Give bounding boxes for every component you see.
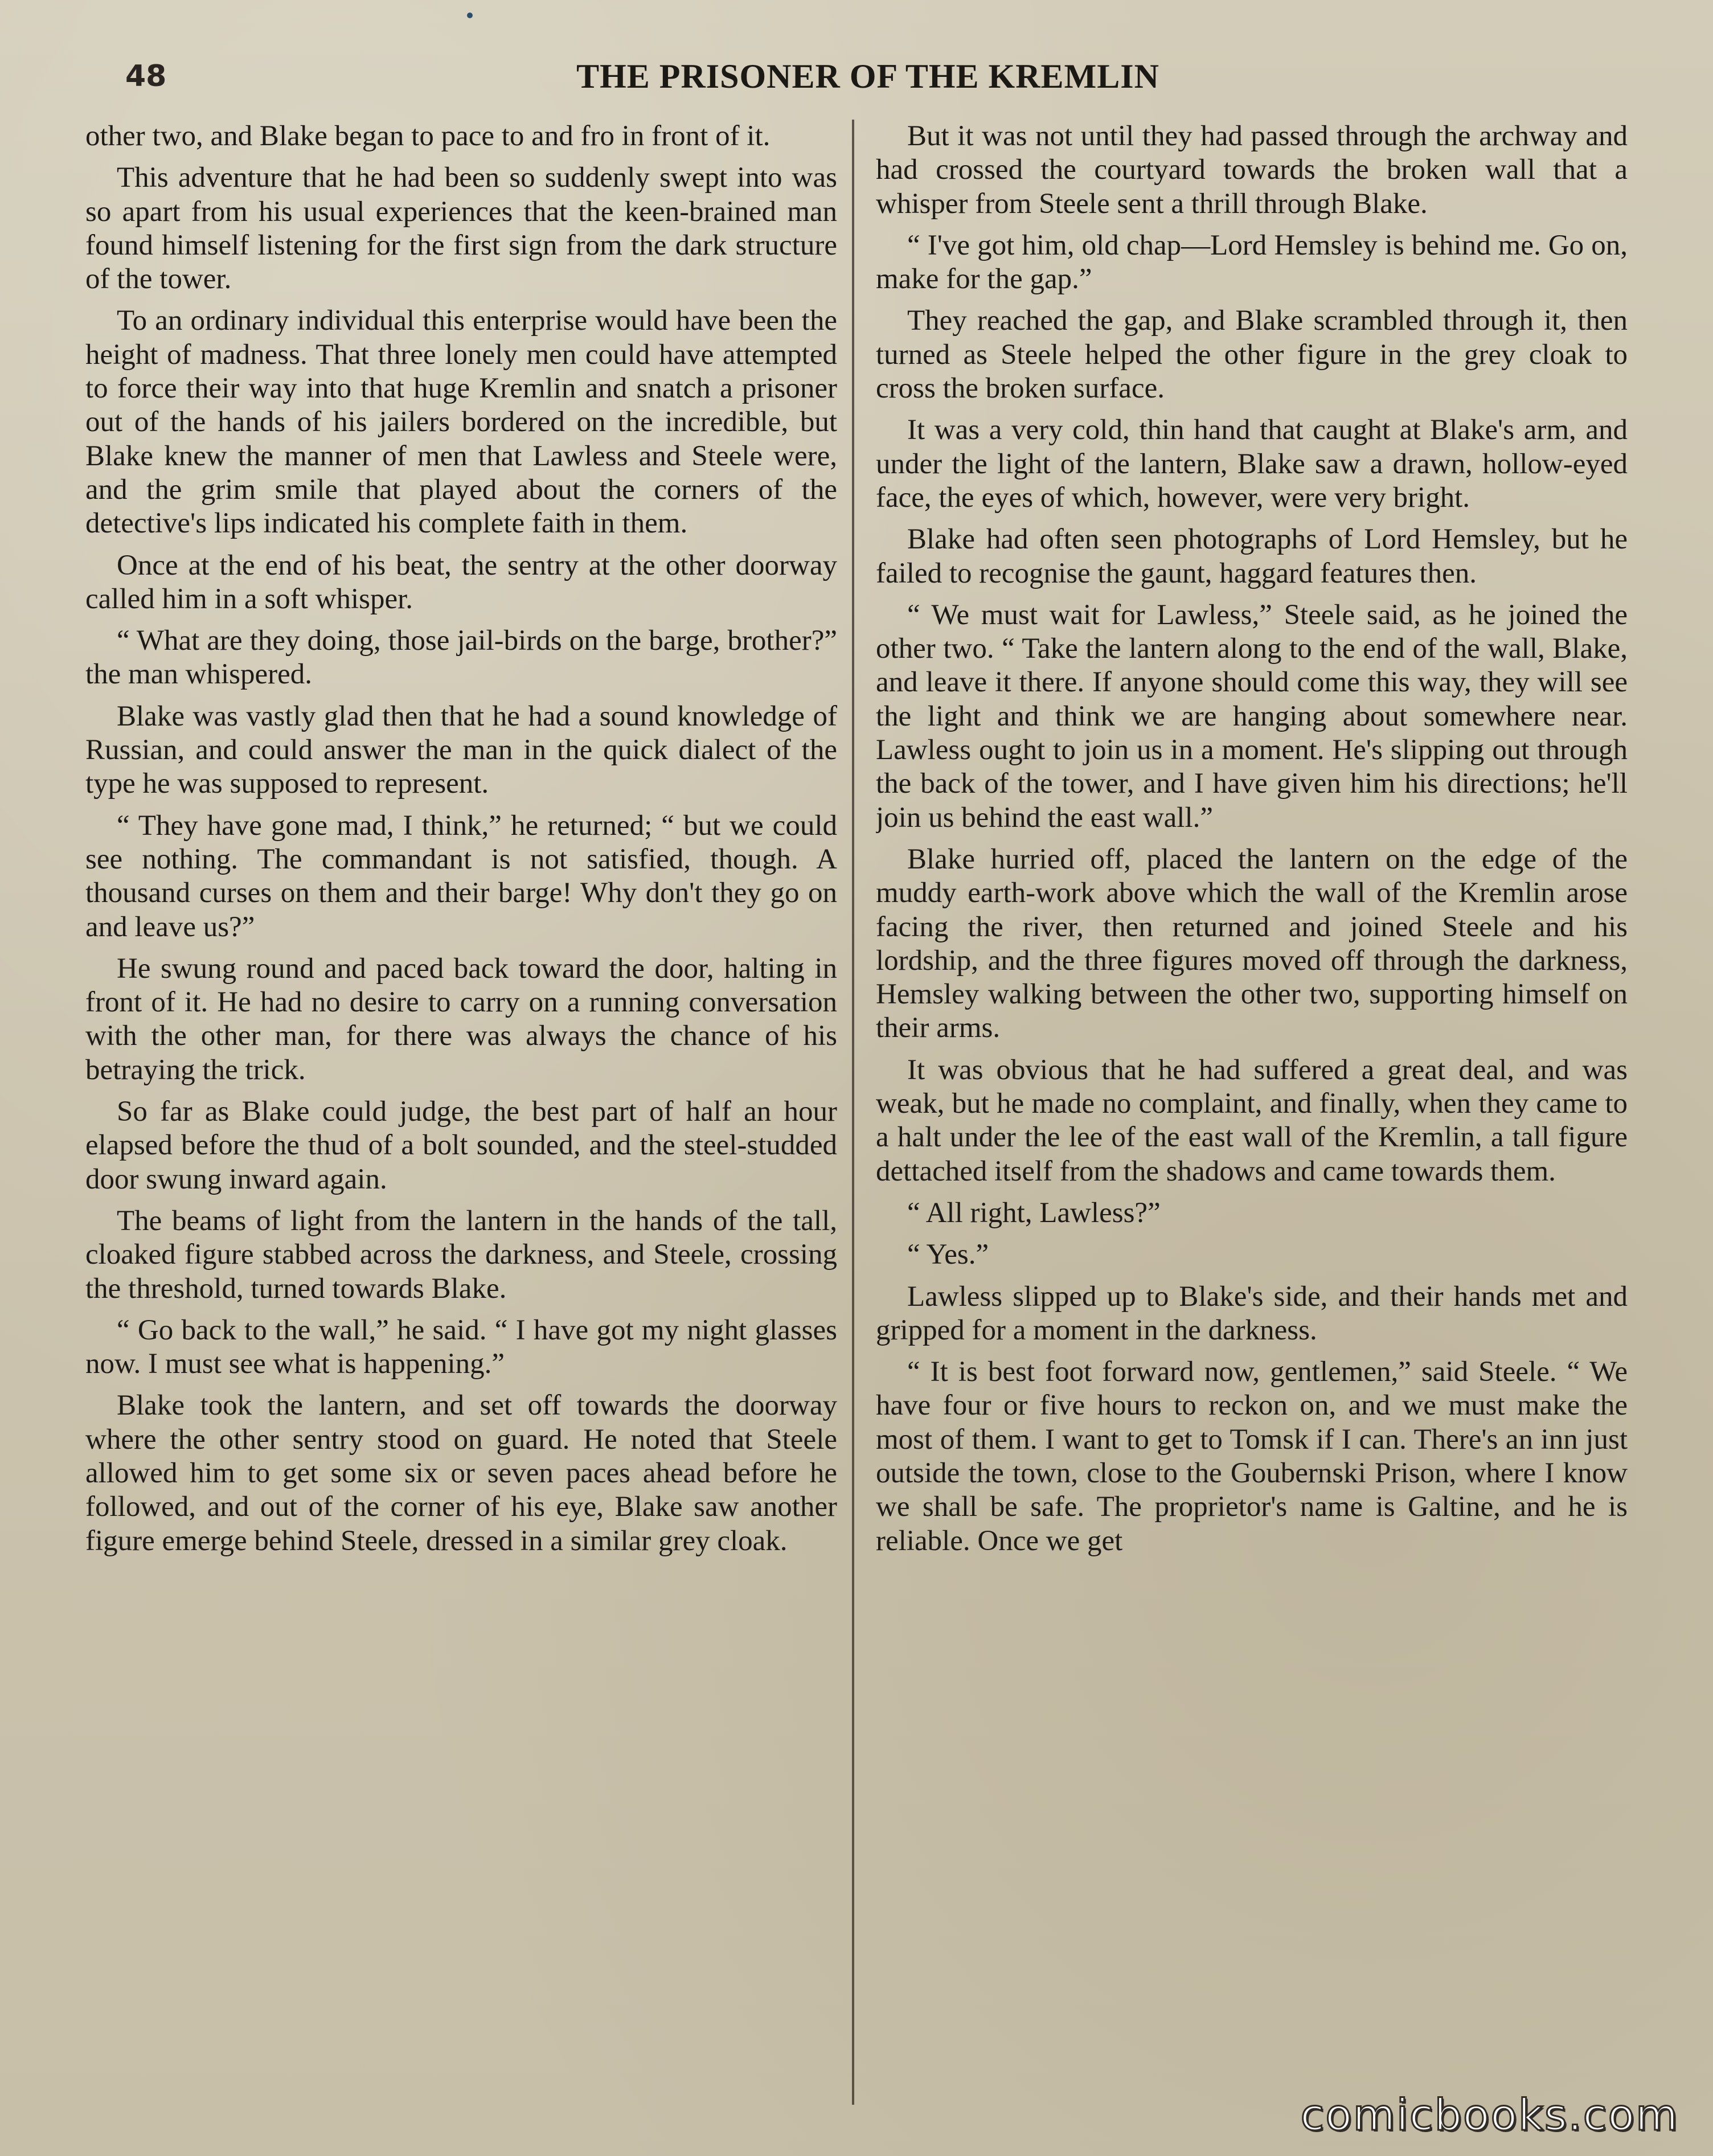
running-title: THE PRISONER OF THE KREMLIN	[576, 58, 1159, 95]
left-column	[85, 120, 837, 2105]
paragraph: Blake hurried off, placed the lantern on the edge of the muddy earth-work above which the wall of the Kremlin arose facing the river, then returned and joined Steele and his lordship, and the three figures moved off through the darkness, Hemsley walking between the other two, supporting himself on their arms.	[876, 843, 1628, 1044]
paragraph: “ Yes.”	[907, 1239, 989, 1271]
paragraph: It was a very cold, thin hand that caught at Blake's arm, and under the light of the lantern, Blake saw a drawn, hollow-eyed face, the eyes of which, however, were very bright.	[876, 414, 1628, 514]
paragraph: So far as Blake could judge, the best part of half an hour elapsed before the thud of a bolt sounded, and the steel-studded door swung inward again.	[85, 1096, 837, 1195]
paragraph: Blake took the lantern, and set off towards the doorway where the other sentry stood on guard. He noted that Steele allowed him to get some six or seven paces ahead before he followed, and out of the corner of his eye, Blake saw another figure emerge behind Steele, dressed in a similar grey cloak.	[85, 1389, 837, 1557]
watermark: comicbooks.com	[1300, 2089, 1679, 2140]
paragraph: Once at the end of his beat, the sentry at the other doorway called him in a soft whisper.	[85, 549, 837, 615]
paragraph: other two, and Blake began to pace to and fro in front of it.	[85, 120, 771, 152]
paragraph: He swung round and paced back toward the door, halting in front of it. He had no desire to carry on a running conversation with the other man, for there was always the chance of his betraying the trick.	[85, 952, 837, 1086]
paragraph: It was obvious that he had suffered a great deal, and was weak, but he made no complaint, and finally, when they came to a halt under the lee of the east wall of the Kremlin, a tall figure dettached itself from the shadows and came towards them.	[876, 1054, 1628, 1187]
paragraph: This adventure that he had been so suddenly swept into was so apart from his usual experiences that the keen-brained man found himself listening for the first sign from the dark structure of the tower.	[85, 162, 837, 296]
page-header	[91, 57, 1645, 103]
text-columns	[85, 120, 1628, 2105]
paragraph: “ Go back to the wall,” he said. “ I have got my night glasses now. I must see what is happening.”	[85, 1314, 837, 1380]
column-divider	[852, 120, 854, 2105]
paragraph: “ They have gone mad, I think,” he returned; “ but we could see nothing. The commandant is not satisfied, though. A thousand curses on them and their barge! Why don't they go on and leave us?”	[85, 809, 837, 943]
paragraph: Blake had often seen photographs of Lord Hemsley, but he failed to recognise the gaunt, haggard features then.	[876, 523, 1628, 589]
paragraph: To an ordinary individual this enterprise would have been the height of madness. That three lonely men could have attempted to force their way into that huge Kremlin and snatch a prisoner out of the hands of his jailers bordered on the incredible, but Blake knew the manner of men that Lawless and Steele were, and the grim smile that played about the corners of the detective's lips indicated his complete faith in them.	[85, 305, 837, 540]
paragraph: “ What are they doing, those jail-birds on the barge, brother?” the man whispered.	[85, 625, 837, 691]
paragraph: “ We must wait for Lawless,” Steele said, as he joined the other two. “ Take the lantern along to the end of the wall, Blake, and leave it there. If anyone should come this way, they will see the light and think we are hanging about somewhere near. Lawless ought to join us in a moment. He's slipping out through the back of the tower, and I have given him his directions; he'll join us behind the east wall.”	[876, 599, 1628, 834]
paragraph: “ It is best foot forward now, gentlemen,” said Steele. “ We have four or five hours to reckon on, and we must make the most of them. I want to get to Tomsk if I can. There's an inn just outside the town, close to the Goubernski Prison, where I know we shall be safe. The proprietor's name is Galtine, and he is reliable. Once we get	[876, 1356, 1628, 1557]
paragraph: “ I've got him, old chap—Lord Hemsley is behind me. Go on, make for the gap.”	[876, 229, 1628, 296]
paragraph: They reached the gap, and Blake scrambled through it, then turned as Steele helped the other figure in the grey cloak to cross the broken surface.	[876, 305, 1628, 405]
paragraph: Blake was vastly glad then that he had a sound knowledge of Russian, and could answer the man in the quick dialect of the type he was supposed to represent.	[85, 700, 837, 800]
paragraph: Lawless slipped up to Blake's side, and their hands met and gripped for a moment in the darkness.	[876, 1280, 1628, 1346]
paragraph: But it was not until they had passed through the archway and had crossed the courtyard towards the broken wall that a whisper from Steele sent a thrill through Blake.	[876, 120, 1628, 220]
right-column	[876, 120, 1628, 2105]
paragraph: The beams of light from the lantern in the hands of the tall, cloaked figure stabbed across the darkness, and Steele, crossing the threshold, turned towards Blake.	[85, 1204, 837, 1305]
page-number: 48	[125, 59, 167, 93]
ink-speck	[467, 13, 473, 18]
paragraph: “ All right, Lawless?”	[907, 1196, 1161, 1229]
